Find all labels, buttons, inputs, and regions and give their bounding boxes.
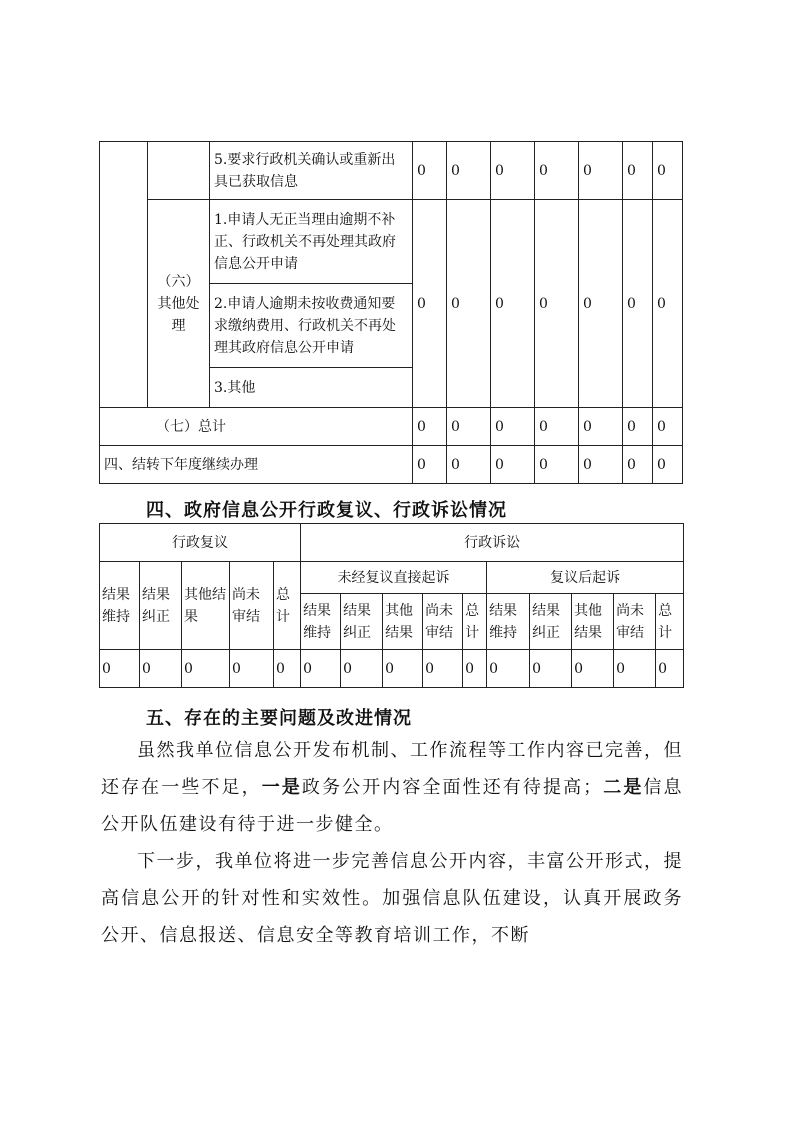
row-label: 2.申请人逾期未按收费通知要求缴纳费用、行政机关不再处理其政府信息公开申请 xyxy=(210,284,413,368)
blank-cell xyxy=(100,142,148,408)
value-cell: 0 xyxy=(447,446,491,484)
value-cell: 0 xyxy=(491,200,535,408)
value-cell: 0 xyxy=(182,650,230,688)
column-header: 总计 xyxy=(463,594,487,650)
admin-litigation-header: 行政诉讼 xyxy=(301,524,684,562)
value-cell: 0 xyxy=(463,650,487,688)
row-label: 3.其他 xyxy=(210,368,413,408)
value-cell: 0 xyxy=(579,408,623,446)
value-cell: 0 xyxy=(579,142,623,200)
value-cell: 0 xyxy=(230,650,274,688)
row-label: 5.要求行政机关确认或重新出具已获取信息 xyxy=(210,142,413,200)
value-cell: 0 xyxy=(623,408,653,446)
value-cell: 0 xyxy=(653,446,683,484)
value-cell: 0 xyxy=(530,650,572,688)
bold-marker: 二是 xyxy=(602,777,644,798)
row-label: 1.申请人无正当理由逾期不补正、行政机关不再处理其政府信息公开申请 xyxy=(210,200,413,284)
value-cell: 0 xyxy=(423,650,463,688)
column-header: 其他结果 xyxy=(572,594,614,650)
after-review-header: 复议后起诉 xyxy=(487,562,684,594)
column-header: 尚未审结 xyxy=(230,562,274,650)
row-label: 四、结转下年度继续办理 xyxy=(100,446,413,484)
value-cell: 0 xyxy=(413,408,447,446)
column-header: 结果维持 xyxy=(487,594,530,650)
value-cell: 0 xyxy=(535,446,579,484)
application-handling-table xyxy=(99,141,683,484)
value-cell: 0 xyxy=(301,650,341,688)
column-header: 尚未审结 xyxy=(423,594,463,650)
row-label: （七）总计 xyxy=(100,408,413,446)
value-cell: 0 xyxy=(274,650,301,688)
column-header: 结果纠正 xyxy=(140,562,182,650)
paragraph-text: 虽然我单位信息公开发布机制、工作流程等工作内容已完善，但还存在一些不足， xyxy=(101,740,683,798)
blank-cell xyxy=(148,142,210,200)
value-cell: 0 xyxy=(140,650,182,688)
value-cell: 0 xyxy=(413,142,447,200)
value-cell: 0 xyxy=(100,650,140,688)
table-row xyxy=(100,446,683,484)
value-cell: 0 xyxy=(656,650,684,688)
bold-marker: 一是 xyxy=(261,777,302,798)
review-litigation-table xyxy=(99,523,684,688)
column-header: 其他结果 xyxy=(383,594,423,650)
value-cell: 0 xyxy=(579,200,623,408)
column-header: 尚未审结 xyxy=(614,594,656,650)
direct-litigation-header: 未经复议直接起诉 xyxy=(301,562,487,594)
value-cell: 0 xyxy=(535,142,579,200)
section-5-heading: 五、存在的主要问题及改进情况 xyxy=(146,708,412,729)
table-row xyxy=(100,408,683,446)
value-cell: 0 xyxy=(579,446,623,484)
value-cell: 0 xyxy=(491,142,535,200)
paragraph-problems xyxy=(101,732,683,843)
value-cell: 0 xyxy=(535,200,579,408)
table-row xyxy=(100,142,683,200)
column-header: 结果纠正 xyxy=(530,594,572,650)
paragraph-improvements: 下一步，我单位将进一步完善信息公开内容，丰富公开形式，提高信息公开的针对性和实效性。加强信息队伍建设，认真开展政务公开、信息报送、信息安全等教育培训工作，不断 xyxy=(101,851,683,946)
paragraph-text: 信息公开队伍建设有待于进一步健全。 xyxy=(101,777,684,835)
column-header: 其他结果 xyxy=(182,562,230,650)
value-cell: 0 xyxy=(653,200,683,408)
admin-review-header: 行政复议 xyxy=(100,524,301,562)
table-row xyxy=(100,562,684,594)
value-cell: 0 xyxy=(383,650,423,688)
value-cell: 0 xyxy=(491,408,535,446)
value-cell: 0 xyxy=(447,200,491,408)
value-cell: 0 xyxy=(447,408,491,446)
table-row xyxy=(100,200,683,284)
value-cell: 0 xyxy=(623,446,653,484)
value-cell: 0 xyxy=(653,142,683,200)
paragraph-text: 政务公开内容全面性还有待提高； xyxy=(301,777,603,798)
value-cell: 0 xyxy=(447,142,491,200)
value-cell: 0 xyxy=(413,200,447,408)
value-cell: 0 xyxy=(653,408,683,446)
table-row xyxy=(100,524,684,562)
value-cell: 0 xyxy=(413,446,447,484)
column-header: 总计 xyxy=(274,562,301,650)
value-cell: 0 xyxy=(341,650,383,688)
value-cell: 0 xyxy=(487,650,530,688)
value-cell: 0 xyxy=(535,408,579,446)
value-cell: 0 xyxy=(491,446,535,484)
value-cell: 0 xyxy=(623,142,653,200)
value-cell: 0 xyxy=(623,200,653,408)
column-header: 结果维持 xyxy=(100,562,140,650)
table-row xyxy=(100,650,684,688)
column-header: 总计 xyxy=(656,594,684,650)
value-cell: 0 xyxy=(572,650,614,688)
section-4-heading: 四、政府信息公开行政复议、行政诉讼情况 xyxy=(146,500,507,521)
group-label: （六）其他处理 xyxy=(148,200,210,408)
column-header: 结果维持 xyxy=(301,594,341,650)
value-cell: 0 xyxy=(614,650,656,688)
column-header: 结果纠正 xyxy=(341,594,383,650)
